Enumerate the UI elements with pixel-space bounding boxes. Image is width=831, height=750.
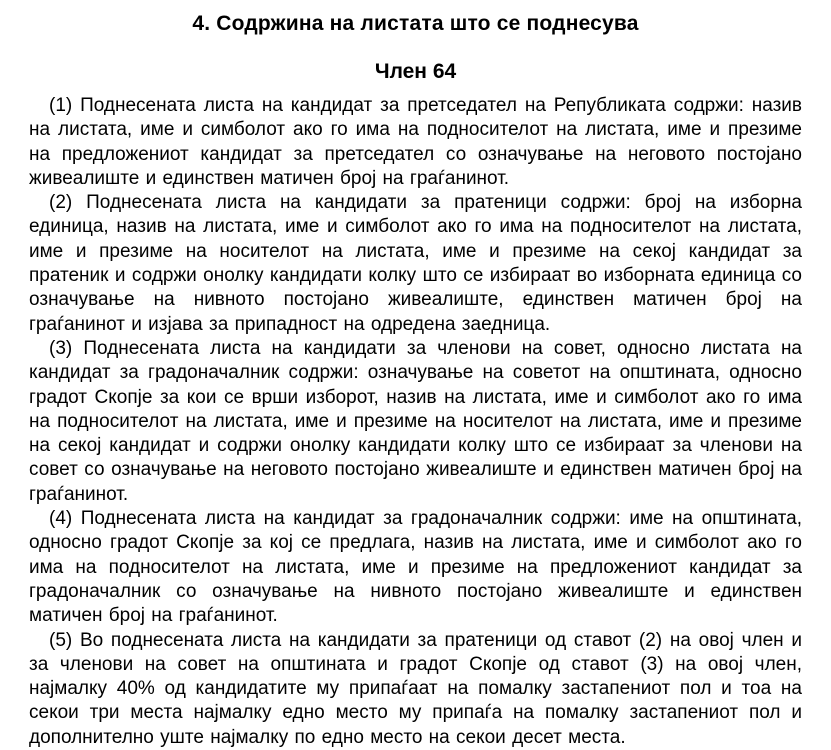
article-body <box>29 94 802 750</box>
legal-paragraph-4: (4) Поднесената листа на кандидат за градоначалник содржи: име на општината, односно градот Скопје за кој се предлага, назив на листата, име и симболот ако го има на подносителот на листата, име и презиме на предложениот кандидат за градоначалник со означување на нивното постојано живеалиште и единствен матичен број на граѓанинот. <box>29 508 802 627</box>
legal-paragraph-3: (3) Поднесената листа на кандидати за членови на совет, односно листата на кандидат за градоначалник содржи: означување на советот на општината, односно градот Скопје за кои се врши изборот, назив на листата, име и симболот ако го има на подносителот на листата, име и презиме на носителот на листата, име и презиме на секој кандидат и содржи онолку кандидати колку што се избираат за членови на совет со означување на неговото постојано живеалиште и единствен матичен број на граѓанинот. <box>29 337 802 505</box>
article-title: Член 64 <box>374 60 457 83</box>
section-title: 4. Содржина на листата што се поднесува <box>192 12 639 35</box>
legal-paragraph-5: (5) Во поднесената листа на кандидати за пратеници од ставот (2) на овој член и за членови на совет на општината и градот Скопје од ставот (3) на овој член, најмалку 40% од кандидатите му припаѓаат на помалку застапениот пол и тоа на секои три места најмалку едно место му припаѓа на помалку застапениот пол и дополнително уште најмалку по едно место на секои десет места. <box>29 629 802 748</box>
legal-paragraph-2: (2) Поднесената листа на кандидати за пратеници содржи: број на изборна единица, назив на листата, име и симболот ако го има на подносителот на листата, име и презиме на носителот на листата, име и презиме на секој кандидат за пратеник и содржи онолку кандидати колку што се избираат во изборната единица со означување на нивното постојано живеалиште, единствен матичен број на граѓанинот и изјава за припадност на одредена заедница. <box>29 192 802 335</box>
legal-paragraph-1: (1) Поднесената листа на кандидат за претседател на Републиката содржи: назив на листата, име и симболот ако го има на подносителот на листата, име и презиме на предложениот кандидат за претседател со означување на неговото постојано живеалиште и единствен матичен број на граѓанинот. <box>29 95 802 189</box>
